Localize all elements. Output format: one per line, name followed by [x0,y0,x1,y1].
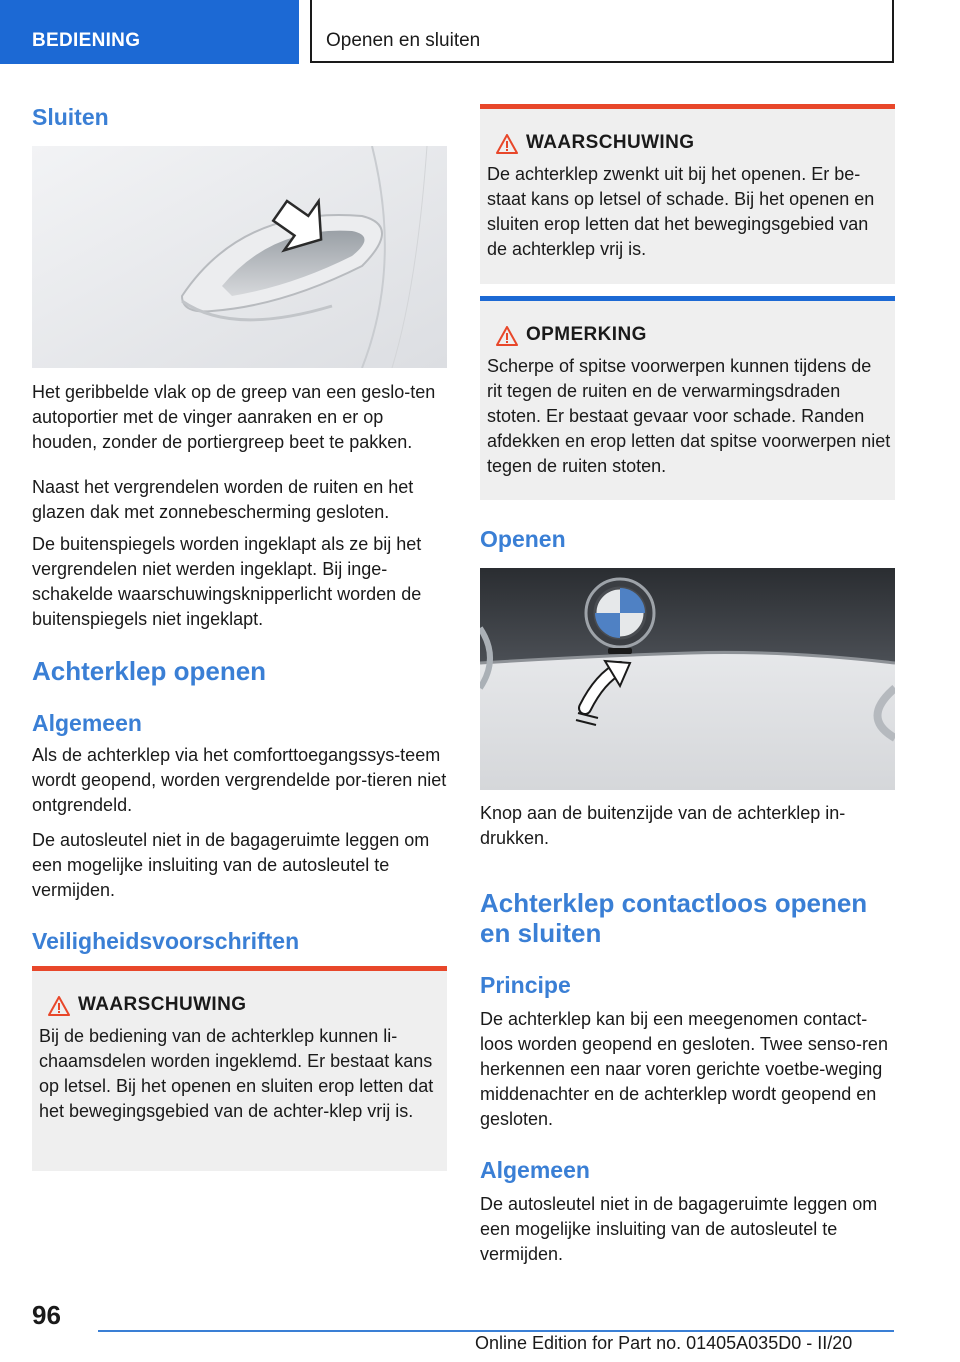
openen-heading: Openen [480,526,566,552]
algemeen-heading-left: Algemeen [32,710,142,736]
warning-box-left [32,966,447,1171]
section-tab [0,0,299,64]
footer-divider [98,1330,894,1332]
principe-heading: Principe [480,972,571,998]
veiligheid-heading: Veiligheidsvoorschriften [32,928,300,954]
warning-title: WAARSCHUWING [526,132,695,153]
warning-bar [32,966,447,971]
warning-title: WAARSCHUWING [78,994,247,1015]
page-number: 96 [32,1300,61,1330]
algemeen-heading-right: Algemeen [480,1157,590,1183]
principe-paragraph: De achterklep kan bij een meegenomen contact-loos worden geopend en gesloten. Twee senso-ren herkennen een naar voren gerichte voetbe-weging middenachter en de achterklep wordt geopend en gesloten. [480,1009,888,1129]
warning-triangle-icon [48,996,70,1016]
warning-box-right [480,104,895,284]
sluiten-paragraph-3: De buitenspiegels worden ingeklapt als ze bij het vergrendelen niet werden ingeklapt. Bij inge-schakelde waarschuwingsknipperlicht worden de buitenspiegels niet ingeklapt. [32,534,422,629]
tailgate-illustration [480,568,895,790]
note-triangle-icon [496,326,518,346]
sluiten-paragraph-1: Het geribbelde vlak op de greep van een geslo-ten autoportier met de vinger aanraken en er op houden, zonder de portiergreep beet te pakken. [32,382,436,452]
warning-body: Bij de bediening van de achterklep kunnen li-chaamsdelen worden ingeklemd. Er bestaat kans op letsel. Bij het openen en sluiten erop letten dat het bewegingsgebied van de achter-klep vrij is. [39,1026,434,1121]
algemeen-paragraph-right: De autosleutel niet in de bagageruimte leggen om een mogelijke insluiting van de autosleutel te vermijden. [480,1194,878,1264]
algemeen-paragraph-1: Als de achterklep via het comforttoegangssys-teem wordt geopend, worden vergrendelde por-tieren niet ontgrendeld. [32,745,447,815]
algemeen-paragraph-2: De autosleutel niet in de bagageruimte leggen om een mogelijke insluiting van de autosleutel te vermijden. [32,830,430,900]
note-title: OPMERKING [526,324,647,345]
note-box [480,296,895,500]
sluiten-paragraph-2: Naast het vergrendelen worden de ruiten en het glazen dak met zonnebescherming gesloten. [32,477,414,522]
tailgate-button-image [480,568,895,790]
warning-body: De achterklep zwenkt uit bij het openen. Er be-staat kans op letsel of schade. Bij het openen en sluiten erop letten dat het bewegingsgebied van de achterklep vrij is. [487,164,875,259]
chapter-tab [310,0,894,63]
openen-paragraph: Knop aan de buitenzijde van de achterklep in-drukken. [480,803,846,848]
chapter-title: Openen en sluiten [326,30,481,51]
door-handle-image [32,146,447,368]
warning-triangle-icon [496,134,518,154]
contactloos-heading: Achterklep contactloos openen en sluiten [480,888,868,948]
warning-bar [480,104,895,109]
note-bar [480,296,895,301]
section-title: BEDIENING [32,30,141,51]
achterklep-heading: Achterklep openen [32,656,267,686]
footer-edition: Online Edition for Part no. 01405A035D0 - II/20 [475,1333,853,1353]
note-body: Scherpe of spitse voorwerpen kunnen tijdens de rit tegen de ruiten en de verwarmingsdraden stoten. Er bestaat gevaar voor schade. Randen afdekken en erop letten dat spitse voorwerpen niet tegen de ruiten stoten. [487,356,891,476]
sluiten-heading: Sluiten [32,104,109,130]
door-handle-illustration [32,146,447,368]
